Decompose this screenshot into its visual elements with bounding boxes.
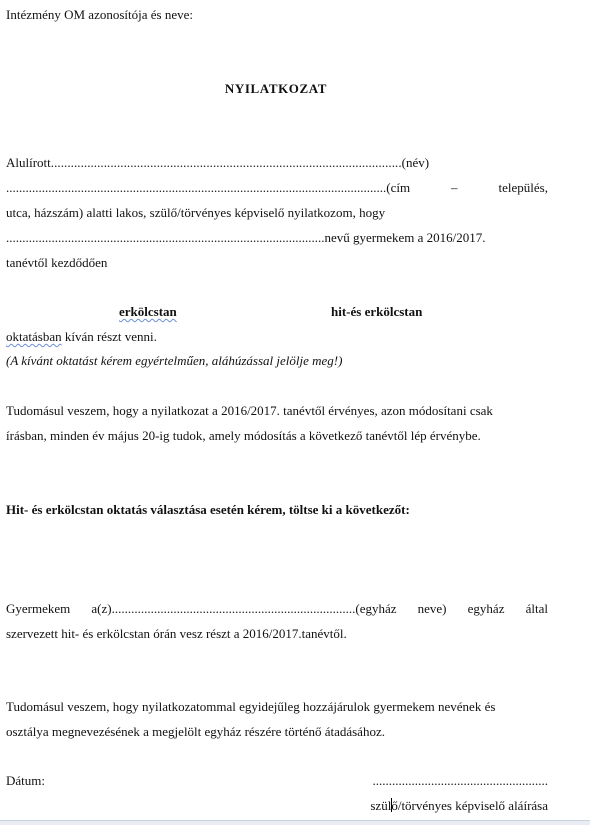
address-telepules: település, xyxy=(498,180,548,195)
address-line xyxy=(6,180,548,196)
date-label: Dátum: xyxy=(6,773,45,788)
participation-rest: kíván részt venni. xyxy=(61,329,157,344)
address-cim: (cím xyxy=(386,180,411,195)
church-word-4: neve) xyxy=(417,601,447,616)
address-blank: ..................................................................................................................... xyxy=(6,180,387,195)
church-word-2: a(z) xyxy=(91,601,112,616)
page-bottom-edge xyxy=(0,820,590,825)
address-dash: – xyxy=(451,180,458,195)
institution-label: Intézmény OM azonosítója és neve: xyxy=(6,7,193,22)
acknowledgement-line-1: Tudomásul veszem, hogy a nyilatkozat a 2016/2017. tanévtől érvényes, azon módosítani csak xyxy=(6,403,493,418)
selection-instruction: (A kívánt oktatást kérem egyértelműen, aláhúzással jelölje meg!) xyxy=(6,353,343,368)
faith-section-heading: Hit- és erkölcstan oktatás választása esetén kérem, töltse ki a következőt: xyxy=(6,502,410,517)
church-word-3: (egyház xyxy=(355,601,397,616)
participation-keyword: oktatásban xyxy=(6,329,62,344)
church-line-2: szervezett hit- és erkölcstan órán vesz részt a 2016/2017.tanévtől. xyxy=(6,626,347,641)
name-suffix: (név) xyxy=(401,155,430,170)
church-word-6: által xyxy=(525,601,548,616)
child-name-blank: .................................................................................................. xyxy=(6,230,325,245)
option-erkolcstan: erkölcstan xyxy=(119,304,177,319)
church-word-1: Gyermekem xyxy=(6,601,71,616)
address-continuation: utca, házszám) alatti lakos, szülő/törvényes képviselő nyilatkozom, hogy xyxy=(6,205,386,220)
name-blank: .......................................................................................................... xyxy=(50,155,402,170)
church-line xyxy=(6,601,548,617)
child-name-line xyxy=(6,230,548,246)
document-title: NYILATKOZAT xyxy=(224,81,328,96)
declarant-name-line xyxy=(6,155,548,171)
signature-caption xyxy=(350,798,548,814)
signature-caption-end: ő/törvényes képviselő aláírása xyxy=(391,798,548,813)
signature-caption-start: szül xyxy=(370,798,392,813)
church-word-5: egyház xyxy=(467,601,505,616)
school-year-start: tanévtől kezdődően xyxy=(6,255,108,270)
consent-line-2: osztálya megnevezésének a megjelölt egyház részére történő átadásához. xyxy=(6,724,385,739)
child-name-suffix: nevű gyermekem a 2016/2017. xyxy=(324,230,486,245)
declarant-prefix: Alulírott xyxy=(6,155,51,170)
church-blank: ........................................................................... xyxy=(111,601,356,616)
option-hit-es-erkolcstan: hit-és erkölcstan xyxy=(331,304,423,319)
signature-blank: ...................................................... xyxy=(372,773,548,788)
acknowledgement-line-2: írásban, minden év május 20-ig tudok, amely módosítás a következő tanévtől lép érvénybe. xyxy=(6,428,481,443)
consent-line-1: Tudomásul veszem, hogy nyilatkozatommal egyidejűleg hozzájárulok gyermekem nevének és xyxy=(6,699,496,714)
participation-line xyxy=(6,329,548,345)
